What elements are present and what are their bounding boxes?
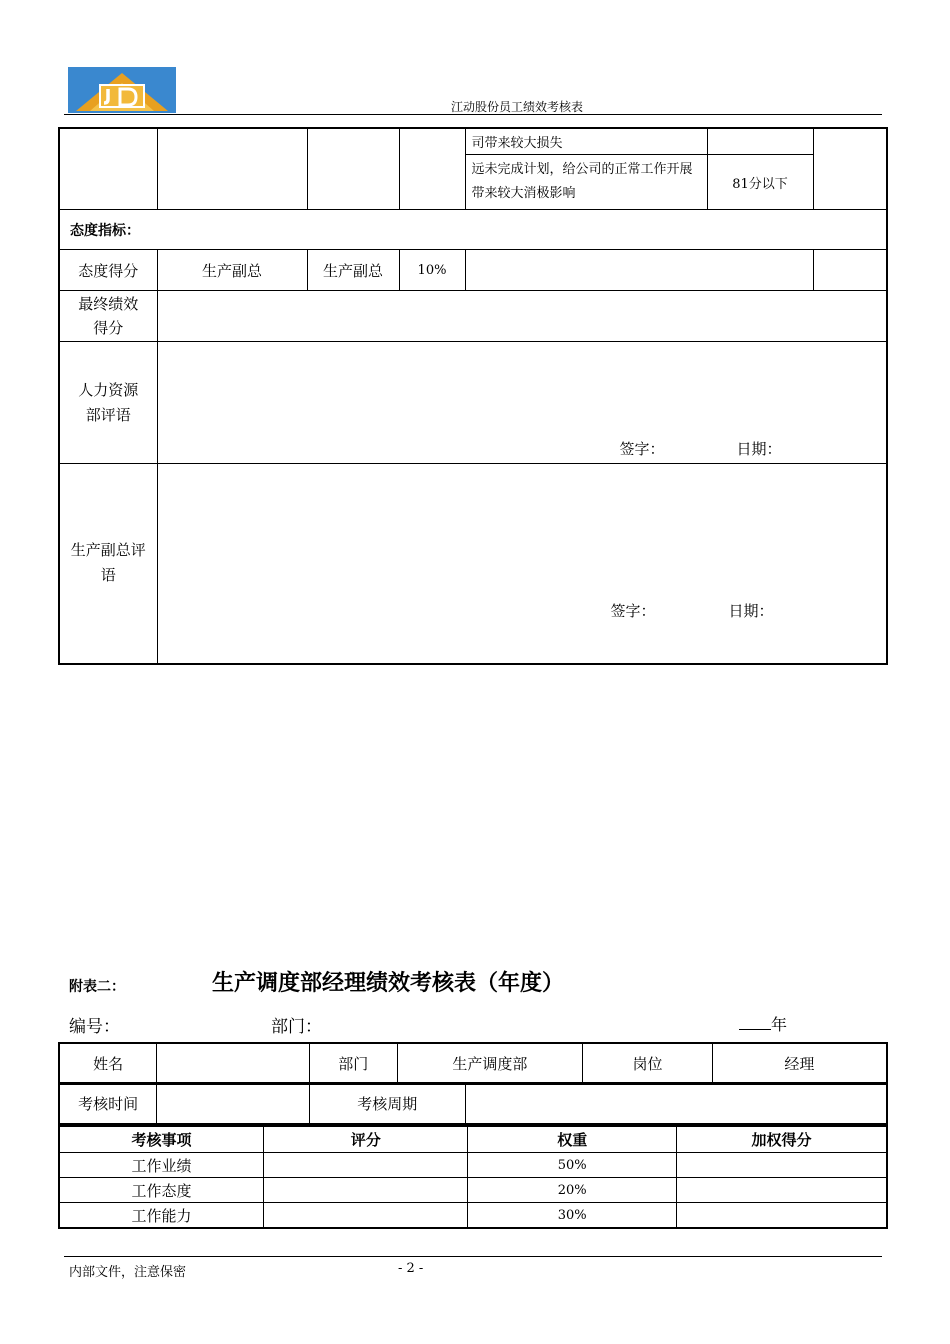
page-number: - 2 -	[398, 1261, 424, 1276]
appendix-label: 附表二：	[69, 979, 125, 995]
year-field[interactable]	[739, 1012, 787, 1035]
item-label: 工作态度	[59, 1178, 263, 1203]
score-input[interactable]	[263, 1178, 467, 1203]
name-label: 姓名	[59, 1043, 157, 1084]
weighted-score-input[interactable]	[676, 1203, 887, 1229]
header-title: 江动股份员工绩效考核表	[451, 100, 584, 114]
score-input[interactable]	[263, 1203, 467, 1229]
score-range: 81分以下	[707, 155, 813, 210]
cell-empty	[813, 128, 887, 210]
company-logo	[68, 67, 176, 113]
cell-empty	[307, 128, 399, 210]
item-label: 工作能力	[59, 1203, 263, 1229]
attitude-evaluator: 生产副总	[157, 250, 307, 291]
score-input[interactable]	[263, 1153, 467, 1178]
date-label: 日期：	[728, 602, 774, 620]
header-divider	[64, 114, 882, 115]
criteria-text: 司带来较大损失	[465, 128, 707, 155]
hr-comment-label: 人力资源部评语	[59, 342, 157, 464]
evaluation-period-table	[58, 1082, 888, 1125]
cell-empty	[707, 128, 813, 155]
name-value[interactable]	[157, 1043, 310, 1084]
weighted-score-input[interactable]	[676, 1178, 887, 1203]
footer-confidential: 内部文件，注意保密	[69, 1265, 187, 1280]
attitude-score-value[interactable]	[465, 250, 813, 291]
appendix-title: 生产调度部经理绩效考核表（年度）	[212, 970, 565, 996]
column-header: 考核事项	[59, 1126, 263, 1153]
attitude-weight: 10%	[399, 250, 465, 291]
evaluation-period-value[interactable]	[465, 1083, 887, 1124]
serial-number-label: 编号：	[69, 1017, 120, 1037]
criteria-text: 远未完成计划，给公司的正常工作开展带来较大消极影响	[465, 155, 707, 210]
evaluation-table-continued	[58, 127, 888, 665]
vp-comment-field[interactable]	[157, 464, 887, 664]
final-score-value[interactable]	[157, 291, 887, 342]
cell-empty	[399, 128, 465, 210]
footer-divider	[64, 1256, 882, 1257]
date-label: 日期：	[736, 440, 782, 458]
attitude-evaluator: 生产副总	[307, 250, 399, 291]
cell-empty	[59, 128, 157, 210]
position-label: 岗位	[583, 1043, 713, 1084]
signature-label: 签字：	[619, 440, 665, 458]
weight-value: 20%	[468, 1178, 677, 1203]
evaluation-time-label: 考核时间	[59, 1083, 157, 1124]
weighted-score-input[interactable]	[676, 1153, 887, 1178]
cell-empty	[157, 128, 307, 210]
department-label: 部门：	[271, 1017, 322, 1037]
cell-empty	[813, 250, 887, 291]
hr-comment-field[interactable]	[157, 342, 887, 464]
year-label: 年	[771, 1015, 788, 1034]
column-header: 加权得分	[676, 1126, 887, 1153]
department-label: 部门	[309, 1043, 397, 1084]
table-row	[59, 1203, 887, 1229]
weighted-score-table	[58, 1125, 888, 1229]
position-value: 经理	[712, 1043, 887, 1084]
evaluation-period-label: 考核周期	[309, 1083, 465, 1124]
vp-comment-label: 生产副总评语	[59, 464, 157, 664]
column-header: 评分	[263, 1126, 467, 1153]
employee-info-table	[58, 1042, 888, 1085]
column-header: 权重	[468, 1126, 677, 1153]
weight-value: 50%	[468, 1153, 677, 1178]
attitude-score-label: 态度得分	[59, 250, 157, 291]
item-label: 工作业绩	[59, 1153, 263, 1178]
weight-value: 30%	[468, 1203, 677, 1229]
attitude-section-heading: 态度指标：	[59, 210, 887, 250]
table-row	[59, 1178, 887, 1203]
department-value: 生产调度部	[397, 1043, 583, 1084]
signature-label: 签字：	[610, 602, 656, 620]
evaluation-time-value[interactable]	[157, 1083, 310, 1124]
table-row	[59, 1153, 887, 1178]
final-score-label: 最终绩效得分	[59, 291, 157, 342]
